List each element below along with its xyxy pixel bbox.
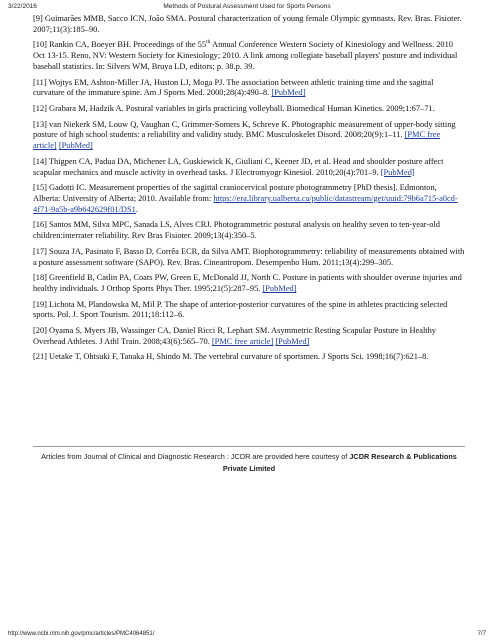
reference-text: [12] Grabara M, Hadzik A. Postural variables in girls practicing volleyball. Biomedical Human Kinetics. 2009;1:67–71. <box>33 103 435 113</box>
reference-10 <box>33 40 465 72</box>
reference-9 <box>33 14 465 36</box>
reference-text: [9] Guimarães MMB, Sacco ICN, João SMA. Postural characterization of young female Olympic gymnasts. Rev. Bras. Fisioter. 2007;11(3):185–90. <box>33 14 462 34</box>
reference-list <box>33 14 465 368</box>
page-footer <box>8 627 486 637</box>
publisher-name: JCDR Research & Publications Private Limited <box>222 452 457 473</box>
reference-21 <box>33 352 465 363</box>
reference-text: [10] Rankin CA, Boeyer BH. Proceedings of the 55 <box>33 40 207 50</box>
pubmed-link[interactable]: [PubMed] <box>380 167 415 177</box>
pmc-free-article-link[interactable]: [PMC free article] <box>33 130 441 151</box>
print-date: 3/22/2016 <box>8 3 37 10</box>
reference-16 <box>33 220 465 242</box>
reference-text: [20] Oyama S, Myers JB, Wassinger CA, Daniel Ricci R, Lephart SM. Asymmetric Resting Scapular Posture in Healthy Overhead Athletes. J Athl Train. 2008;43(6):565–70. <box>33 325 436 346</box>
reference-text: [13] van Niekerk SM, Louw Q, Vaughan C, Grimmer-Somers K, Schreve K. Photographic measurement of upper-body sitting posture of high school students: a reliability and validity study. BMC Musculoskelet Disord. 2008;20(9):1–11. <box>33 119 456 140</box>
reference-text: [16] Santos MM, Silva MPC, Sanada LS, Alves CRJ. Photogrammetric postural analysis on healthy seven to ten-year-old children:interrater reliability. Rev Bras Fisioter. 2009;13(4):350–5. <box>33 220 440 241</box>
reference-text-cont: Annual Conference Western Society of Kinesiology and Wellness. 2010 Oct 13-15. Reno, NV: Western Society for Kinesiology; 2010. A link among collegiate baseball players' posture and individual baseball statistics. In: Silvers WM, Bruya LD, editors; p. 38.p. 39. <box>33 40 458 71</box>
reference-text-end: . <box>135 204 138 214</box>
reference-text: [14] Thigpen CA, Padua DA, Michener LA, Guskiewick K, Giuliani C, Keener JD, et al. Head and shoulder posture affect scapular mechanics and muscle activity in overhead tasks. J Electromyogr Kinesiol. 2010;20(4):701–9. <box>33 156 444 177</box>
credit-text: Articles from Journal of Clinical and Diagnostic Research : JCDR are provided here courtesy of <box>41 452 350 461</box>
reference-18 <box>33 273 465 295</box>
page-number: 7/7 <box>477 631 486 637</box>
reference-14 <box>33 157 465 179</box>
publisher-credit <box>33 451 465 475</box>
reference-19 <box>33 300 465 322</box>
reference-20 <box>33 326 465 348</box>
page-url: http://www.ncbi.nlm.nih.gov/pmc/articles/PMC4064851/ <box>8 631 155 637</box>
reference-text: [21] Uetake T, Ohtsuki F, Tanaka H, Shindo M. The vertebral curvature of sportsmen. J Sports Sci. 1998;16(7):621–8. <box>33 352 429 362</box>
reference-12 <box>33 104 465 115</box>
reference-11 <box>33 78 465 100</box>
pubmed-link[interactable]: [PubMed] <box>275 336 310 346</box>
reference-text: [17] Souza JA, Pasinato F, Basso D, Corrêa ECR, da Silva AMT. Biophotogrammetry: reliability of measurements obtained with a posture assessment software (SAPO). Rev. Bras. Cineantropom. Desempenho Hum. 2011;13(4):299–305. <box>33 246 465 267</box>
reference-15 <box>33 183 465 215</box>
pubmed-link[interactable]: [PubMed] <box>262 283 297 293</box>
reference-text: [15] Gadotti IC. Measurement properties of the sagittal craniocervical posture photogrammetry [PhD thesis]. Edmonton, Alberta: University of Alberta; 2010. Available from: <box>33 183 437 203</box>
ordinal-superscript: th <box>206 39 211 46</box>
page-title: Methods of Postural Assessment Used for Sports Persons <box>163 3 331 10</box>
reference-text: [19] Lichota M, Plandowska M, Mil P. The shape of anterior-posterior curvatures of the spine in athletes practicing selected sports. Pol. J. Sport Tourism. 2011;18:112–6. <box>33 299 448 320</box>
pmc-free-article-link[interactable]: [PMC free article] <box>211 336 274 346</box>
era-datastream-link[interactable]: https://era.library.ualberta.ca/public/datastream/get/uuid:79b6a715-a0cd-4f71-9a5b-a9b642629f01/DS1 <box>33 193 458 214</box>
reference-17 <box>33 247 465 269</box>
reference-text: [18] Greenfield B, Catlin PA, Coats PW, Green E, McDonald JJ, North C. Posture in patients with shoulder overuse injuries and healthy individuals. J Orthop Sports Phys Ther. 1995;21(5):287–95. <box>33 273 462 293</box>
reference-13 <box>33 120 465 152</box>
pubmed-link[interactable]: [PubMed] <box>271 88 306 98</box>
reference-text: [11] Wojtys EM, Ashton-Miller JA, Huston LJ, Moga PJ. The association between athletic training time and the sagittal curvature of the immature spine. Am J Sports Med. 2000;28(4):490–8. <box>33 77 434 98</box>
divider <box>33 446 465 447</box>
pubmed-link[interactable]: [PubMed] <box>58 141 93 151</box>
